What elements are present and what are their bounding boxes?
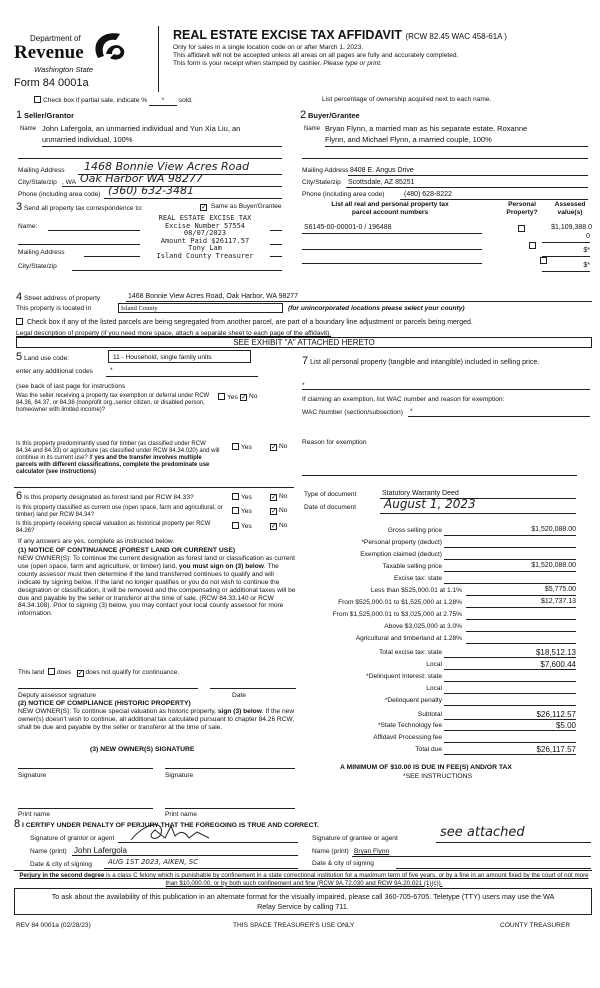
- q1-no-checkbox[interactable]: ✓: [241, 394, 247, 401]
- partial-sale-checkbox[interactable]: [34, 96, 41, 103]
- buyer-name[interactable]: Bryan Flynn, a married man as his separate estate, Roxanne: [325, 124, 528, 133]
- grantor-name[interactable]: John Lafergola: [74, 846, 127, 855]
- tax-value[interactable]: $18,512.13: [535, 648, 576, 657]
- parcel-header: List all real and personal property tax parcel account numbers: [331, 201, 449, 216]
- segregate-checkbox[interactable]: [16, 318, 23, 325]
- form-number: Form 84 0001a: [14, 77, 89, 89]
- tax-label: Total due: [415, 746, 442, 753]
- tax-label: *Delinquent Interest: state: [366, 673, 442, 680]
- current-use-no-checkbox[interactable]: ✓: [271, 508, 277, 515]
- tax-label: Local: [426, 685, 442, 692]
- tax-label: Affidavit Processing fee: [373, 734, 442, 741]
- timber-question: Is this property predominantly used for timber (as classified under RCW 84.34 and 84.33) or agriculture (as classified under RCW 84.34.020) and will continue in its current use? If yes and the transfer involves multiple parcels with different classifications, complete the predominate use calculator (see instructions): [16, 441, 220, 475]
- tax-line: [444, 583, 576, 584]
- tax-label: Exemption claimed (deduct): [360, 551, 442, 558]
- tax-label: Subtotal: [417, 711, 442, 718]
- tax-line: [466, 607, 576, 608]
- current-use-yes-checkbox[interactable]: [232, 507, 239, 514]
- tax-line: [444, 535, 576, 536]
- tax-value[interactable]: $12,737.13: [540, 598, 576, 605]
- assessed-value[interactable]: $1,109,388.0: [551, 224, 592, 231]
- accessibility-notice: To ask about the availability of this publication in an alternate format for the visually impaired, please call 360-705-6705. Teletype (TTY) users may use the WA Relay Service by calling 711.: [14, 888, 592, 915]
- tax-value[interactable]: $1,520,088.00: [531, 562, 576, 569]
- forest-no-checkbox[interactable]: ✓: [271, 494, 277, 501]
- tax-line: [444, 742, 576, 743]
- seller-city[interactable]: Oak Harbor WA 98277: [80, 172, 203, 185]
- tax-label: Excise tax: state: [393, 575, 442, 582]
- grantee-name[interactable]: Bryan Flynn: [354, 848, 390, 855]
- buyer-phone[interactable]: (480) 628-8222: [404, 191, 452, 198]
- tax-line: [444, 693, 576, 694]
- tax-label: Less than $525,000.01 at 1.1%: [370, 587, 462, 594]
- tax-value[interactable]: $5.00: [555, 721, 576, 730]
- q2-no-checkbox[interactable]: ✓: [271, 444, 277, 451]
- grantee-signature[interactable]: see attached: [440, 825, 525, 840]
- tax-line: [466, 595, 576, 596]
- property-street[interactable]: 1468 Bonnie View Acres Road, Oak Harbor, WA 98277: [128, 293, 299, 300]
- tax-line: [444, 681, 576, 682]
- correspondence-heading: 3 Send all property tax correspondence to:: [16, 201, 143, 213]
- does-checkbox[interactable]: [48, 668, 55, 675]
- buyer-heading: 2 Buyer/Grantee: [300, 109, 360, 121]
- divider: [158, 26, 159, 92]
- tax-value[interactable]: $26,117.57: [536, 745, 576, 754]
- same-as-buyer-checkbox[interactable]: ✓: [201, 204, 207, 211]
- legal-description[interactable]: SEE EXHIBIT "A" ATTACHED HERETO: [16, 337, 592, 348]
- tax-label: Above $3,025,000 at 3.0%: [384, 623, 462, 630]
- form-title: REAL ESTATE EXCISE TAX AFFIDAVIT (RCW 82.45 WAC 458-61A ): [173, 28, 507, 42]
- logo-swoosh-icon: [90, 28, 130, 64]
- tax-value[interactable]: $26,112.57: [536, 710, 576, 719]
- tax-label: *State Technology fee: [377, 722, 442, 729]
- tax-value[interactable]: $7,600.44: [540, 660, 576, 669]
- document-date[interactable]: August 1, 2023: [384, 497, 476, 511]
- treasurer-stamp: REAL ESTATE EXCISE TAX Excise Number 57554 08/07/2023 Amount Paid $26117.57 Tony Lam Island County Treasurer: [140, 215, 270, 260]
- tax-label: From $1,525,000.01 to $3,025,000 at 2.75%: [332, 611, 462, 618]
- tax-line: [444, 559, 576, 560]
- tax-label: Agricultural and timberland at 1.28%: [355, 635, 462, 642]
- county-select[interactable]: Island County: [118, 303, 283, 313]
- seller-heading: 1 Seller/Grantor: [16, 109, 74, 121]
- q1-yes-checkbox[interactable]: [218, 393, 225, 400]
- header-line3: This form is your receipt when stamped by cashier. Please type or print.: [173, 60, 382, 67]
- personal-property-checkbox[interactable]: [529, 242, 536, 249]
- historic-no-checkbox[interactable]: ✓: [271, 523, 277, 530]
- seller-phone[interactable]: (360) 632-3481: [108, 184, 195, 197]
- tax-line: [466, 631, 576, 632]
- buyer-mail[interactable]: 8408 E. Angus Drive: [350, 167, 414, 174]
- forest-yes-checkbox[interactable]: [232, 493, 239, 500]
- buyer-city[interactable]: Scottsdale, AZ 85251: [348, 179, 415, 186]
- tax-line: [444, 547, 576, 548]
- tax-line: [444, 571, 576, 572]
- tax-label: Total excise tax: state: [378, 649, 442, 656]
- parcel-number[interactable]: S6145-00-00001-0 / 196488: [304, 224, 392, 231]
- land-use-select[interactable]: 11 - Household, single family units: [108, 350, 251, 363]
- tax-line: [466, 619, 576, 620]
- tax-label: Taxable selling price: [382, 563, 442, 570]
- seller-mail[interactable]: 1468 Bonnie View Acres Road: [84, 160, 250, 173]
- segregate-row: Check box if any of the listed parcels are being segregated from another parcel, are part of a boundary line adjustment or parcels being merged.: [16, 318, 473, 327]
- tax-value[interactable]: $5,775.00: [544, 586, 576, 593]
- same-as-buyer: ✓ Same as Buyer/Grantee: [201, 203, 282, 211]
- historic-yes-checkbox[interactable]: [232, 522, 239, 529]
- tax-line: [466, 643, 576, 644]
- tax-label: From $525,000.01 to $1,525,000 at 1.28%: [338, 599, 462, 606]
- q2-yes-checkbox[interactable]: [232, 443, 239, 450]
- tax-value[interactable]: $1,520,088.00: [531, 526, 576, 533]
- grantor-date-city[interactable]: AUG 1ST 2023, AIKEN, SC: [108, 858, 199, 866]
- continuance-row: This land does ✓ does not qualify for continuance.: [18, 669, 180, 677]
- tax-label: Local: [426, 661, 442, 668]
- document-type[interactable]: Statutory Warranty Deed: [382, 490, 459, 497]
- tax-label: Gross selling price: [387, 527, 442, 534]
- perjury-notice: Perjury in the second degree is a class C felony which is punishable by confinement in a state correctional institution for a maximum term of five years, or by a fine in an amount fixed by the court of not more than $10,000.00, or by both such confinement and fine (RCW 9A.72.030 and RCW 9A.20.021 (1)(c)).: [19, 872, 589, 887]
- tax-label: *Personal property (deduct): [361, 539, 442, 546]
- personal-property-checkbox[interactable]: [518, 225, 525, 232]
- seller-name[interactable]: John Lafergola, an unmarried individual and Yun Xia Liu, an: [42, 124, 241, 133]
- certify-heading: 8 I CERTIFY UNDER PENALTY OF PERJURY THAT THE FOREGOING IS TRUE AND CORRECT.: [14, 818, 319, 830]
- partial-sale-row: Check box if partial sale, indicate % * sold.: [34, 96, 193, 106]
- does-not-checkbox[interactable]: ✓: [77, 670, 84, 677]
- tax-label: *Delinquent penalty: [384, 697, 442, 704]
- tax-line: [444, 705, 576, 706]
